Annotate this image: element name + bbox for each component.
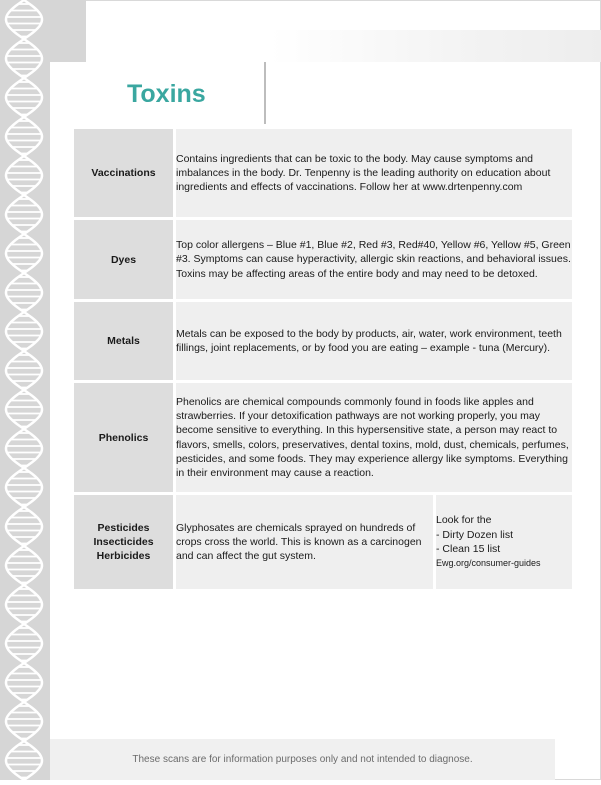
table-row <box>73 128 574 219</box>
dna-helix-icon <box>0 0 50 780</box>
footer-disclaimer: These scans are for information purposes only and not intended to diagnose. <box>50 739 555 780</box>
label-line: Insecticides <box>93 536 154 548</box>
header-fade <box>270 30 601 62</box>
pesticides-side-note <box>435 494 574 591</box>
row-label: Metals <box>73 301 175 382</box>
table-row <box>73 382 574 494</box>
table-row <box>73 494 574 591</box>
side-item: - Dirty Dozen list <box>436 528 514 541</box>
row-label: Dyes <box>73 219 175 301</box>
row-description: Metals can be exposed to the body by products, air, water, work environment, teeth fillings, joint replacements, or by food you are eating – example - tuna (Mercury). <box>175 301 574 382</box>
row-label-pesticides <box>73 494 175 591</box>
row-description: Top color allergens – Blue #1, Blue #2, Red #3, Red#40, Yellow #6, Yellow #5, Green #3. Symptoms can cause hyperactivity, allergic skin reactions, and behavioral issues. Toxins may be affecting areas of the entire body and may need to be detoxed. <box>175 219 574 301</box>
title-divider <box>264 62 266 124</box>
row-label: Vaccinations <box>73 128 175 219</box>
row-description: Contains ingredients that can be toxic to the body. May cause symptoms and imbalances in the body. Dr. Tenpenny is the leading authority on education about ingredients and effects of vaccinations. Follow her at www.drtenpenny.com <box>175 128 574 219</box>
label-line: Herbicides <box>96 550 151 562</box>
row-description: Glyphosates are chemicals sprayed on hundreds of crops cross the world. This is known as a carcinogen and can affect the gut system. <box>175 494 435 591</box>
dna-strip <box>0 0 50 780</box>
toxins-table <box>71 126 575 592</box>
side-item: - Clean 15 list <box>436 543 501 555</box>
row-description: Phenolics are chemical compounds commonly found in foods like apples and strawberries. If your detoxification pathways are not working properly, you may become sensitive to everything. In this hypersensitive state, a person may react to flavors, smells, colors, preservatives, dental toxins, mold, dust, chemicals, perfumes, pesticides, and some foods. They may experience allergy like symptoms. Everything in their environment may cause a reaction. <box>175 382 574 494</box>
table-row <box>73 301 574 382</box>
row-label: Phenolics <box>73 382 175 494</box>
label-line: Pesticides <box>97 522 150 534</box>
side-title: Look for the <box>436 514 492 527</box>
table-row <box>73 219 574 301</box>
header-gray-block <box>50 0 86 62</box>
side-link[interactable]: Ewg.org/consumer-guides <box>436 558 541 569</box>
page-title: Toxins <box>127 80 206 108</box>
